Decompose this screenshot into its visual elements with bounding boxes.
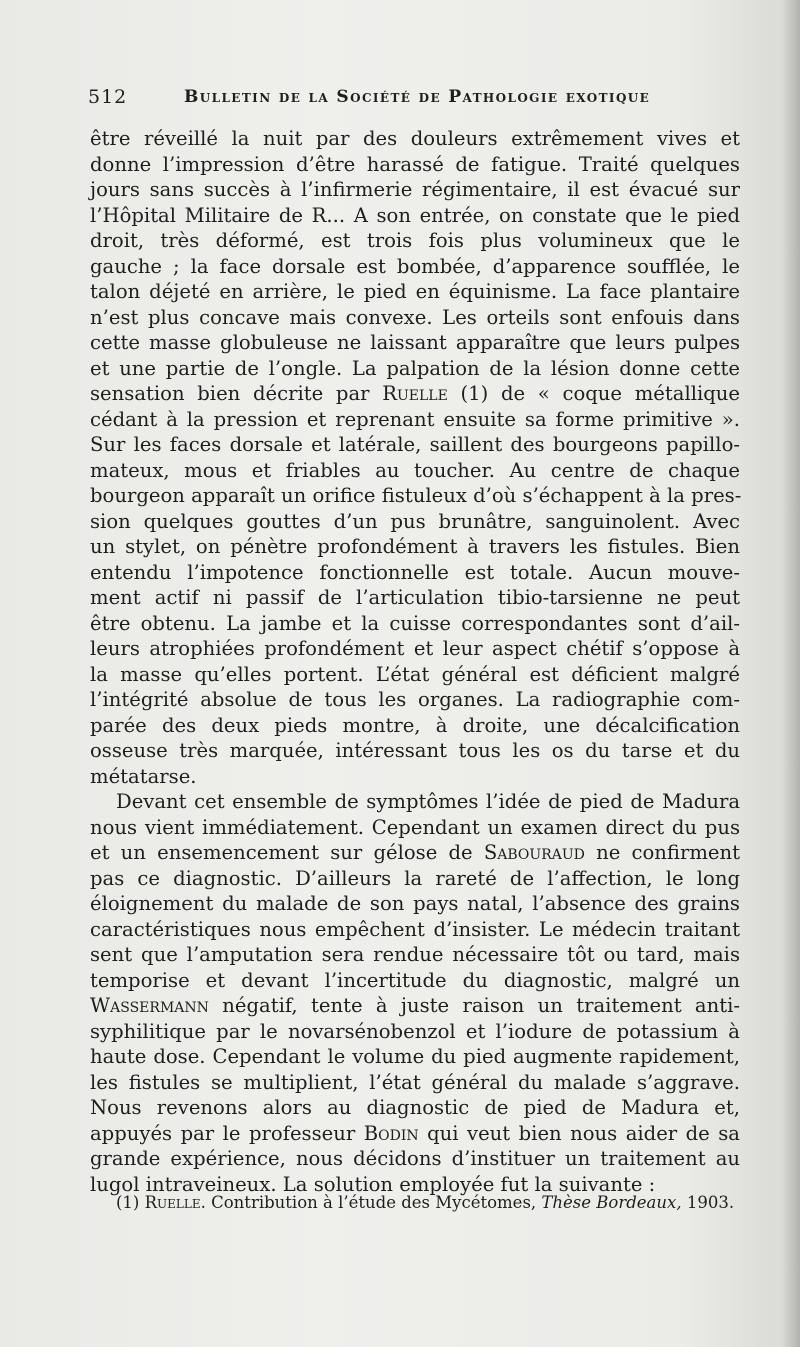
text-line: cédant à la pression et reprenant ensuite sa forme primitive ». <box>90 407 740 431</box>
text-line: parée des deux pieds montre, à droite, une décalcification <box>90 713 740 737</box>
footnote-text: Contribution à l’étude des Mycétomes, <box>211 1193 537 1212</box>
footnote-source: Thèse Bordeaux, <box>541 1193 682 1212</box>
text-line: sensation bien décrite par Ruelle (1) de « coque métallique <box>90 382 740 405</box>
footnote <box>116 1193 746 1212</box>
text-line: un stylet, on pénètre profondément à travers les fistules. Bien <box>90 535 740 558</box>
text-line: être obtenu. La jambe et la cuisse correspondantes sont d’ail- <box>90 611 740 635</box>
text-line: pas ce diagnostic. D’ailleurs la rareté de l’affection, le long <box>90 866 740 890</box>
text-line: leurs atrophiées profondément et leur aspect chétif s’oppose à <box>90 637 740 660</box>
text-line: appuyés par le professeur Bodin qui veut bien nous aider de sa <box>90 1121 740 1145</box>
footnote-author: Ruelle. <box>144 1193 206 1212</box>
footnote-year: 1903. <box>686 1193 735 1212</box>
text-line: les fistules se multiplient, l’état général du malade s’aggrave. <box>90 1070 740 1094</box>
text-line: jours sans succès à l’infirmerie régimentaire, il est évacué sur <box>90 178 740 201</box>
text-line: Nous revenons alors au diagnostic de pied de Madura et, <box>90 1096 740 1119</box>
text-line: éloignement du malade de son pays natal, l’absence des grains <box>90 892 740 915</box>
text-line: syphilitique par le novarsénobenzol et l’iodure de potassium à <box>90 1019 740 1043</box>
text-line: mateux, mous et friables au toucher. Au centre de chaque <box>90 458 740 482</box>
text-line: l’intégrité absolue de tous les organes. La radiographie com- <box>90 688 740 711</box>
text-line: sent que l’amputation sera rendue nécessaire tôt ou tard, mais <box>90 943 740 966</box>
text-line: l’Hôpital Militaire de R... A son entrée, on constate que le pied <box>90 203 740 227</box>
text-line: caractéristiques nous empêchent d’insister. Le médecin traitant <box>90 917 740 941</box>
text-line: et un ensemencement sur gélose de Sabouraud ne confirment <box>90 841 740 864</box>
text-line: temporise et devant l’incertitude du diagnostic, malgré un <box>90 968 740 992</box>
text-line: nous vient immédiatement. Cependant un examen direct du pus <box>90 815 740 839</box>
text-line: être réveillé la nuit par des douleurs extrêmement vives et <box>90 127 740 150</box>
text-line: sion quelques gouttes d’un pus brunâtre, sanguinolent. Avec <box>90 509 740 533</box>
text-line: donne l’impression d’être harassé de fatigue. Traité quelques <box>90 152 740 176</box>
text-line: métatarse. <box>90 764 197 788</box>
text-line: gauche ; la face dorsale est bombée, d’apparence soufflée, le <box>90 254 740 278</box>
running-title: Bulletin de la Société de Pathologie exotique <box>184 87 651 107</box>
text-line: la masse qu’elles portent. L’état général est déficient malgré <box>90 662 740 686</box>
text-line: grande expérience, nous décidons d’instituer un traitement au <box>90 1147 740 1170</box>
page-header <box>88 84 738 114</box>
page-spine-shadow <box>782 0 800 1347</box>
page-number: 512 <box>88 86 128 108</box>
text-line: cette masse globuleuse ne laissant apparaître que leurs pulpes <box>90 331 740 354</box>
footnote-marker: (1) <box>116 1193 140 1212</box>
text-line: et une partie de l’ongle. La palpation de la lésion donne cette <box>90 356 740 380</box>
text-line: n’est plus concave mais convexe. Les orteils sont enfouis dans <box>90 305 740 329</box>
text-line: Devant cet ensemble de symptômes l’idée de pied de Madura <box>116 790 740 813</box>
body-text <box>90 126 740 1197</box>
text-line: Wassermann négatif, tente à juste raison un traitement anti- <box>90 994 740 1017</box>
text-line: entendu l’impotence fonctionnelle est totale. Aucun mouve- <box>90 560 740 584</box>
text-line: talon déjeté en arrière, le pied en équinisme. La face plantaire <box>90 280 740 303</box>
text-line: lugol intraveineux. La solution employée fut la suivante : <box>90 1172 656 1196</box>
text-line: droit, très déformé, est trois fois plus volumineux que le <box>90 229 740 252</box>
text-line: osseuse très marquée, intéressant tous les os du tarse et du <box>90 739 740 762</box>
text-line: ment actif ni passif de l’articulation tibio-tarsienne ne peut <box>90 586 740 609</box>
text-line: bourgeon apparaît un orifice fistuleux d’où s’échappent à la pres- <box>90 484 742 507</box>
text-line: haute dose. Cependant le volume du pied augmente rapidement, <box>90 1045 740 1068</box>
text-line: Sur les faces dorsale et latérale, saillent des bourgeons papillo- <box>90 433 740 456</box>
